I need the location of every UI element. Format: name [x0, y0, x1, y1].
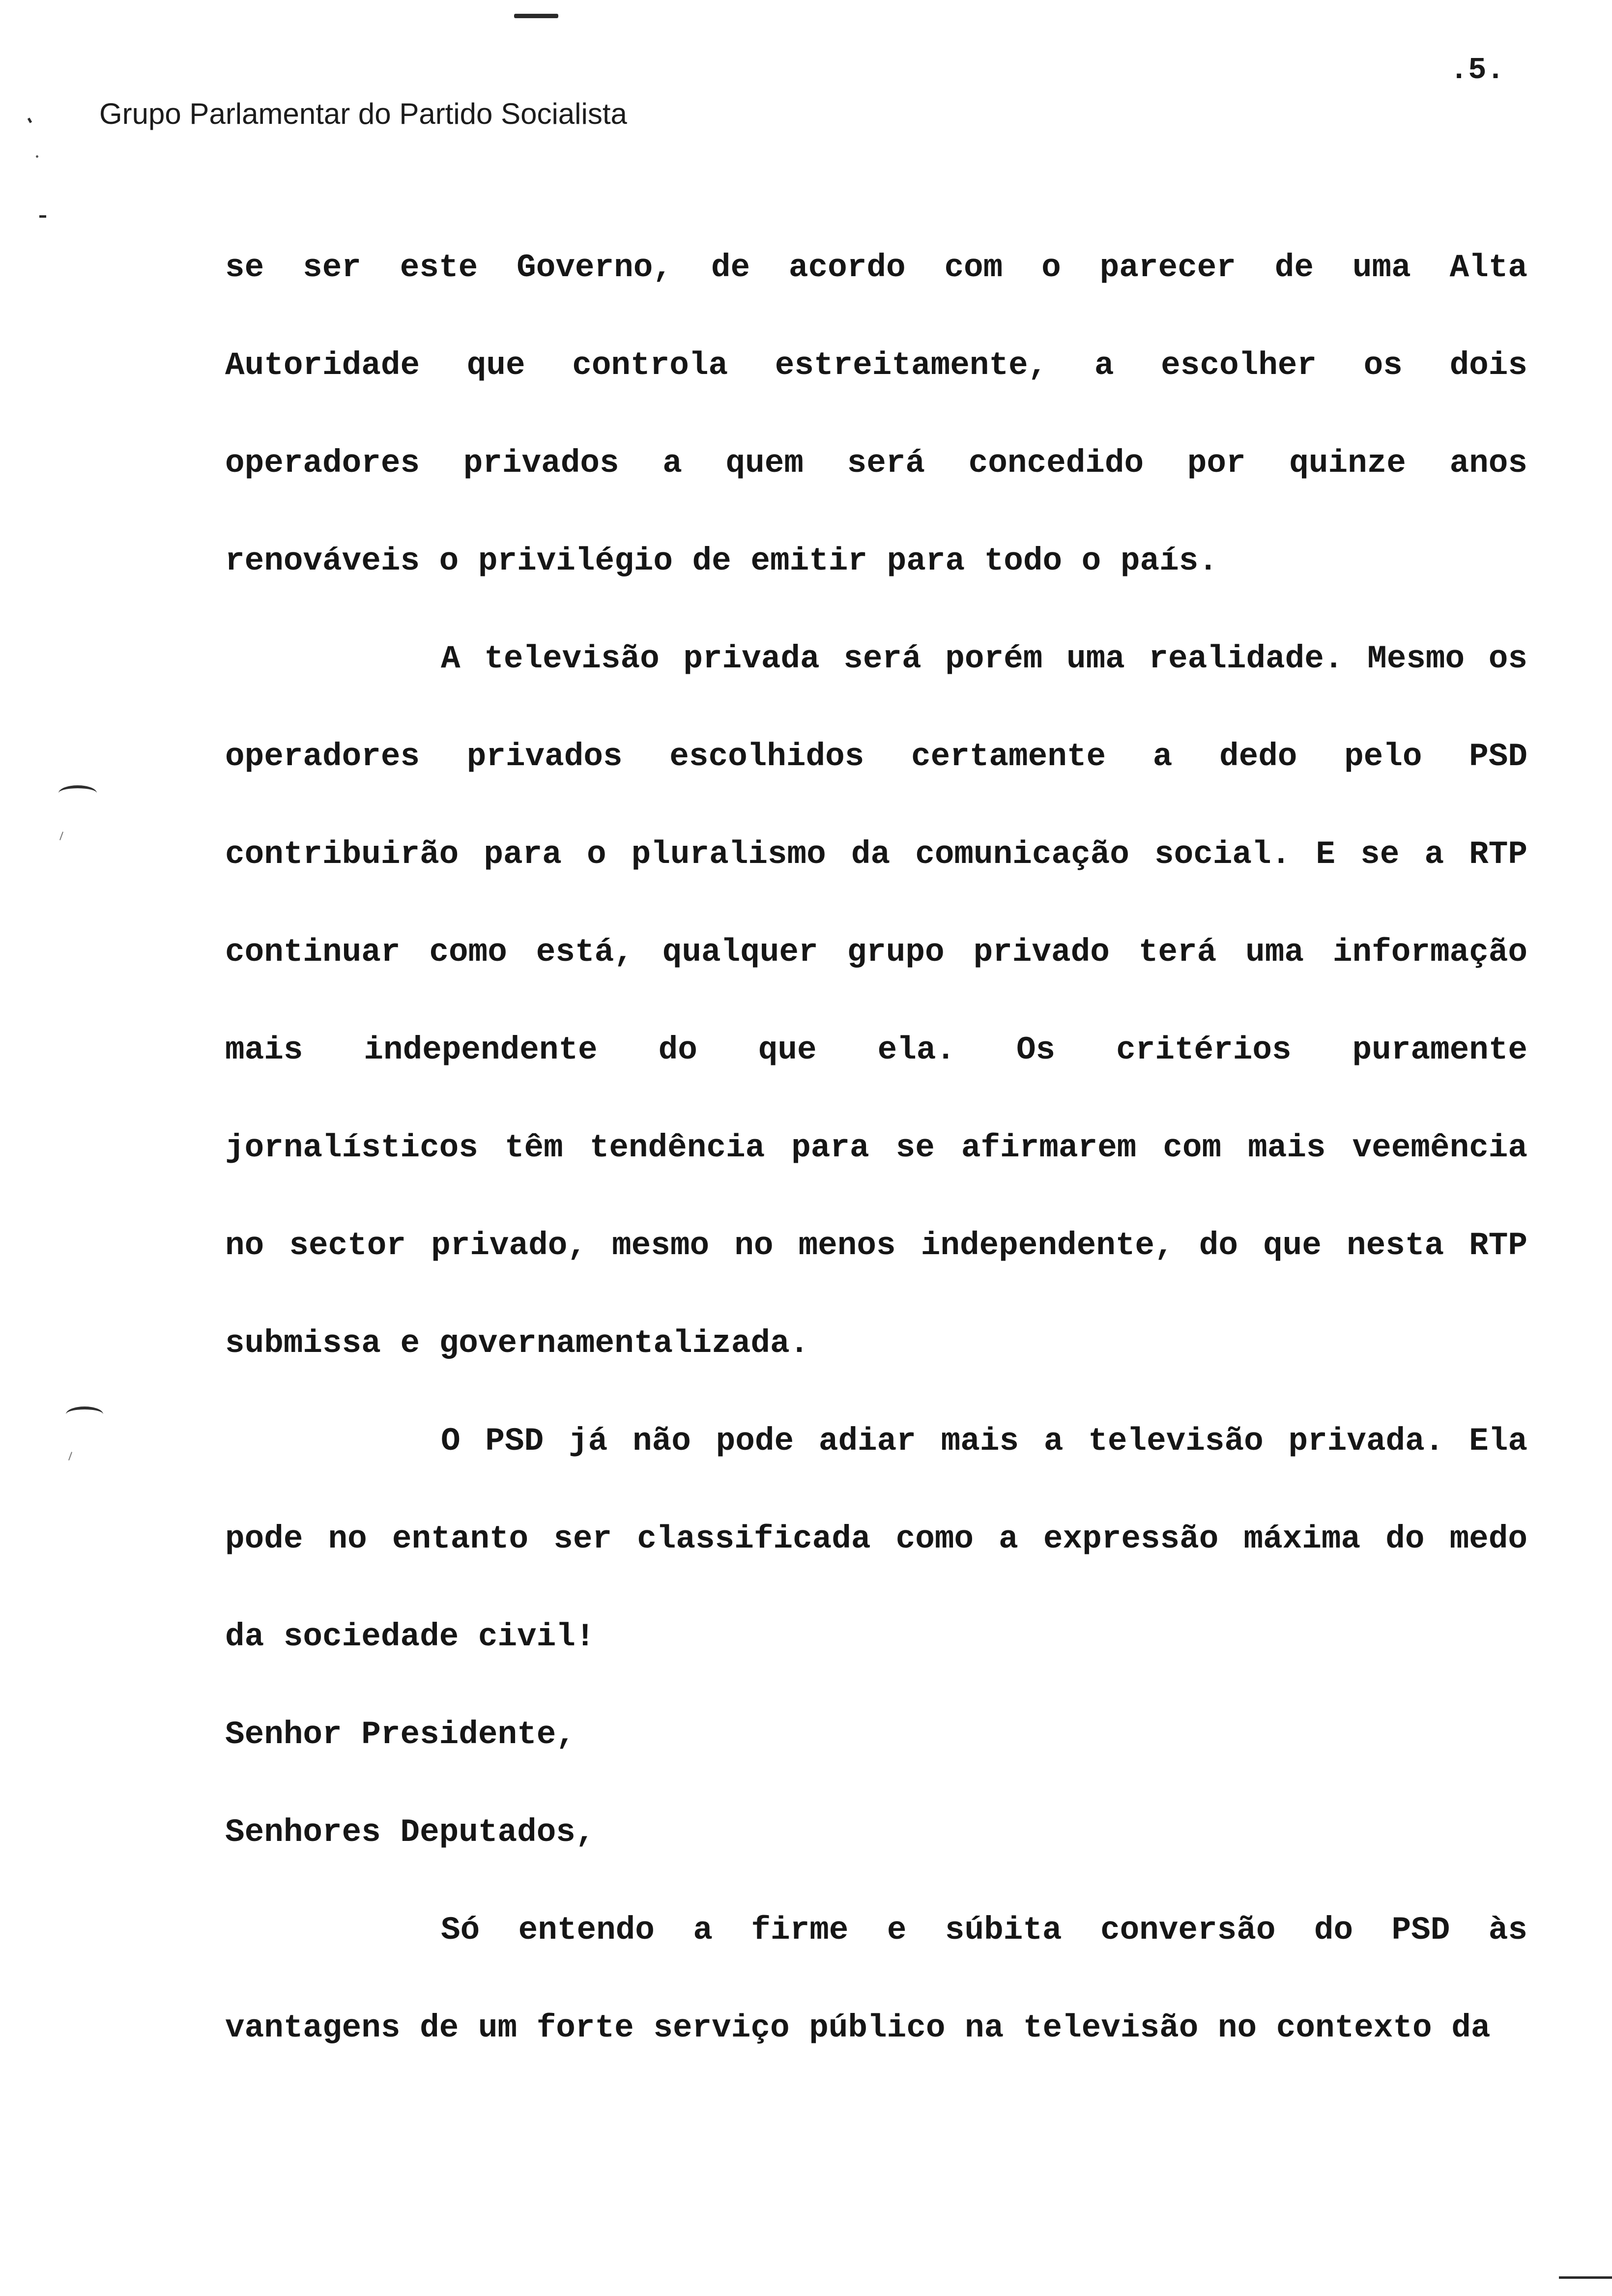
- body-line: vantagens de um forte serviço público na televisão no contexto da: [225, 2009, 1491, 2046]
- body-line: renováveis o privilégio de emitir para todo o país.: [225, 543, 1218, 579]
- body-line: pode no entanto ser classificada como a expressão máxima do medo: [225, 1521, 1527, 1557]
- paragraph: [225, 219, 1527, 610]
- scan-mark: [514, 14, 558, 18]
- body-line: da sociedade civil!: [225, 1618, 595, 1655]
- scan-mark: [66, 1406, 103, 1422]
- organization-name: Grupo Parlamentar do Partido Socialista: [99, 97, 627, 130]
- scan-mark: [1559, 2276, 1612, 2279]
- body-line: jornalísticos têm tendência para se afirmarem com mais veemência: [225, 1129, 1527, 1166]
- paragraph: [225, 610, 1527, 1392]
- body-line: Autoridade que controla estreitamente, a escolher os dois: [225, 347, 1527, 384]
- body-line: continuar como está, qualquer grupo privado terá uma informação: [225, 934, 1527, 971]
- body-line: A televisão privada será porém uma realidade. Mesmo os: [441, 640, 1527, 677]
- paragraph: [225, 1392, 1527, 1686]
- salutation: [225, 1783, 1527, 1881]
- scan-mark: [58, 785, 97, 801]
- body-line: no sector privado, mesmo no menos independente, do que nesta RTP: [225, 1227, 1527, 1264]
- body-line: Só entendo a firme e súbita conversão do PSD às: [441, 1912, 1527, 1949]
- paragraph: [225, 1881, 1527, 2077]
- page-number: .5.: [1450, 53, 1505, 87]
- body-line: contribuirão para o pluralismo da comunicação social. E se a RTP: [225, 836, 1527, 873]
- salutation-line: Senhor Presidente,: [225, 1716, 576, 1753]
- document-header: [99, 96, 627, 132]
- salutation-line: Senhores Deputados,: [225, 1814, 595, 1851]
- body-line: operadores privados escolhidos certamente a dedo pelo PSD: [225, 738, 1527, 775]
- body-line: O PSD já não pode adiar mais a televisão privada. Ela: [441, 1423, 1527, 1460]
- salutation: [225, 1686, 1527, 1783]
- body-line: operadores privados a quem será concedido por quinze anos: [225, 445, 1527, 482]
- scan-mark: [28, 117, 32, 123]
- scan-mark: [39, 215, 46, 218]
- body-line: se ser este Governo, de acordo com o parecer de uma Alta: [225, 249, 1527, 286]
- scan-mark: [59, 832, 63, 840]
- scan-mark: [36, 155, 38, 158]
- body-line: mais independente do que ela. Os critérios puramente: [225, 1032, 1527, 1068]
- body-line: submissa e governamentalizada.: [225, 1325, 809, 1362]
- scan-mark: [68, 1452, 72, 1461]
- document-body: [225, 219, 1527, 2077]
